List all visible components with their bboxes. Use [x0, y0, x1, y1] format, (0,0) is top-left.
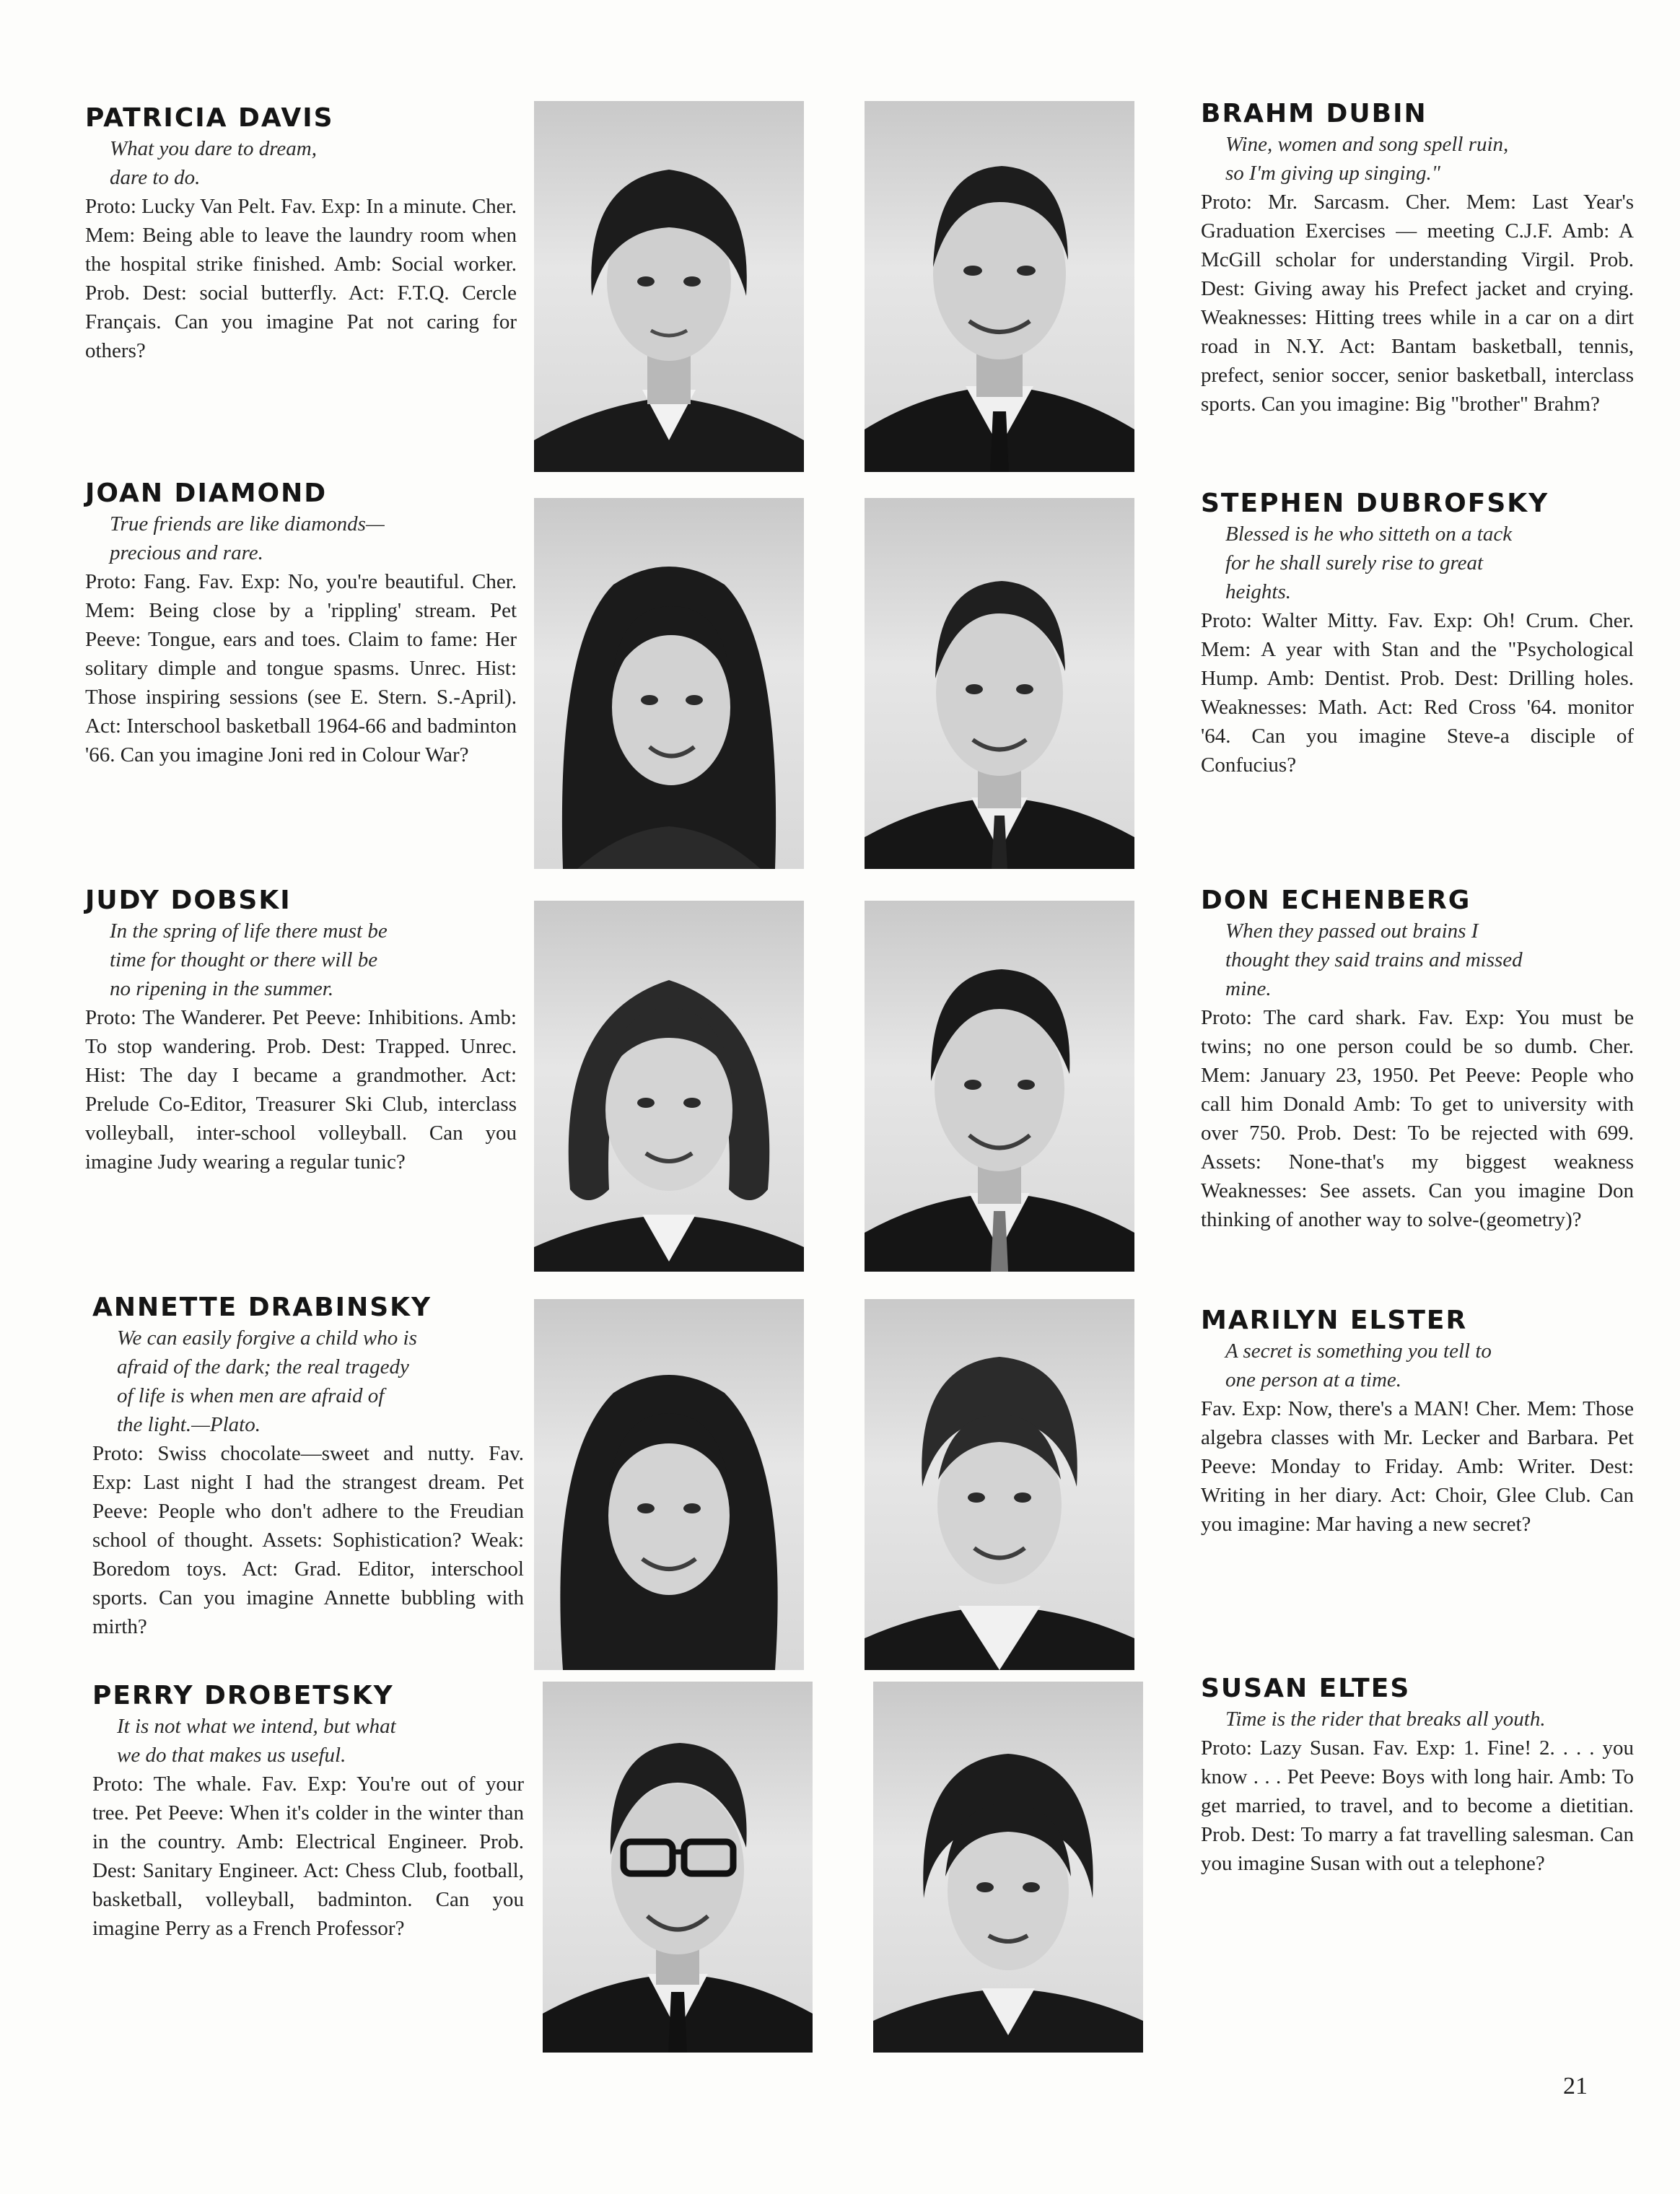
page-number: 21 [1563, 2073, 1588, 2099]
student-name: BRAHM DUBIN [1201, 99, 1427, 128]
entry-brahm-dubin [1201, 98, 1634, 419]
entry-annette-drabinsky [92, 1292, 524, 1641]
student-bio: Proto: The Wanderer. Pet Peeve: Inhibitions. Amb: To stop wandering. Prob. Dest: Trapped. Unrec. Hist: The day I became a grandmother. Act: Prelude Co-Editor, Treasurer Ski Club, interclass volleyball, inter-school volleyball. Can you imagine Judy wearing a regular tunic? [85, 1006, 517, 1174]
student-bio: Proto: Mr. Sarcasm. Cher. Mem: Last Year's Graduation Exercises — meeting C.J.F. Amb: A McGill scholar for understanding Virgil. Prob. Dest: Giving away his Prefect jacket and crying. Weaknesses: Hitting trees while in a car on a dirt road in N.Y. Act: Bantam basketball, tennis, prefect, senior soccer, senior basketball, interclass sports. Can you imagine: Big "brother" Brahm? [1201, 191, 1634, 416]
entry-don-echenberg [1201, 885, 1634, 1234]
student-quote: A secret is something you tell to one person at a time. [1225, 1339, 1492, 1391]
student-name: MARILYN ELSTER [1201, 1306, 1468, 1335]
student-name: DON ECHENBERG [1201, 886, 1471, 915]
entry-patricia-davis [85, 102, 517, 365]
portrait-photo-marilyn-elster [865, 1299, 1134, 1670]
portrait-photo-brahm-dubin [865, 101, 1134, 472]
student-name: JOAN DIAMOND [85, 478, 328, 508]
entry-susan-eltes [1201, 1673, 1634, 1878]
student-quote: Blessed is he who sitteth on a tack for he shall surely rise to great heights. [1225, 523, 1513, 603]
student-quote: It is not what we intend, but what we do that makes us useful. [117, 1715, 396, 1767]
entry-joan-diamond [85, 478, 517, 769]
student-quote: True friends are like diamonds— precious and rare. [110, 512, 385, 564]
student-name: SUSAN ELTES [1201, 1674, 1411, 1703]
student-quote: We can easily forgive a child who is afraid of the dark; the real tragedy of life is when men are afraid of the light.—Plato. [117, 1327, 417, 1436]
portrait-photo-don-echenberg [865, 901, 1134, 1272]
portrait-photo-joan-diamond [534, 498, 804, 869]
portrait-photo-patricia-davis [534, 101, 804, 472]
student-quote: When they passed out brains I thought they said trains and missed mine. [1225, 919, 1523, 1000]
student-name: PERRY DROBETSKY [92, 1681, 394, 1710]
student-bio: Proto: Fang. Fav. Exp: No, you're beautiful. Cher. Mem: Being close by a 'rippling' stream. Pet Peeve: Tongue, ears and toes. Claim to fame: Her solitary dimple and tongue spasms. Unrec. Hist: Those inspiring sessions (see E. Stern. S.-April). Act: Interschool basketball 1964-66 and badminton '66. Can you imagine Joni red in Colour War? [85, 570, 517, 766]
student-name: PATRICIA DAVIS [85, 103, 334, 133]
student-name: ANNETTE DRABINSKY [92, 1293, 432, 1322]
student-name: STEPHEN DUBROFSKY [1201, 489, 1549, 518]
entry-perry-drobetsky [92, 1680, 524, 1943]
student-bio: Proto: Swiss chocolate—sweet and nutty. Fav. Exp: Last night I had the strangest dream. Pet Peeve: People who don't adhere to the Freudian school of thought. Assets: Sophistication? Weak: Boredom toys. Act: Grad. Editor, interschool sports. Can you imagine Annette bubbling with mirth? [92, 1442, 524, 1638]
student-quote: In the spring of life there must be time for thought or there will be no ripening in the summer. [110, 919, 388, 1000]
entry-judy-dobski [85, 885, 517, 1176]
portrait-photo-perry-drobetsky [543, 1682, 813, 2053]
portrait-photo-annette-drabinsky [534, 1299, 804, 1670]
student-quote: Time is the rider that breaks all youth. [1225, 1708, 1546, 1731]
portrait-photo-judy-dobski [534, 901, 804, 1272]
student-bio: Proto: Lucky Van Pelt. Fav. Exp: In a minute. Cher. Mem: Being able to leave the laundry room when the hospital strike finished. Amb: Social worker. Prob. Dest: social butterfly. Act: F.T.Q. Cercle Français. Can you imagine Pat not caring for others? [85, 195, 517, 362]
student-quote: What you dare to dream, dare to do. [110, 137, 317, 189]
student-quote: Wine, women and song spell ruin, so I'm giving up singing." [1225, 133, 1509, 185]
entry-stephen-dubrofsky [1201, 488, 1634, 779]
entry-marilyn-elster [1201, 1305, 1634, 1539]
student-bio: Proto: Walter Mitty. Fav. Exp: Oh! Crum. Cher. Mem: A year with Stan and the "Psychological Hump. Amb: Dentist. Prob. Dest: Drilling holes. Weaknesses: Math. Act: Red Cross '64. monitor '64. Can you imagine Steve-a disciple of Confucius? [1201, 609, 1634, 777]
student-bio: Proto: The card shark. Fav. Exp: You must be twins; no one person could be so dumb. Cher. Mem: January 23, 1950. Pet Peeve: People who call him Donald Amb: To get to university with over 750. Prob. Dest: To be rejected with 699. Assets: None-that's my biggest weakness Weaknesses: See assets. Can you imagine Don thinking of another way to solve-(geometry)? [1201, 1006, 1634, 1231]
student-bio: Proto: Lazy Susan. Fav. Exp: 1. Fine! 2. . . . you know . . . Pet Peeve: Boys with long hair. Amb: To get married, to travel, and to become a dietitian. Prob. Dest: To marry a fat travelling salesman. Can you imagine Susan with out a telephone? [1201, 1736, 1634, 1875]
student-bio: Fav. Exp: Now, there's a MAN! Cher. Mem: Those algebra classes with Mr. Lecker and Barbara. Pet Peeve: Monday to Friday. Amb: Writer. Dest: Writing in her diary. Act: Choir, Glee Club. Can you imagine: Mar having a new secret? [1201, 1397, 1634, 1536]
portrait-photo-susan-eltes [873, 1682, 1143, 2053]
student-bio: Proto: The whale. Fav. Exp: You're out of your tree. Pet Peeve: When it's colder in the winter than in the country. Amb: Electrical Engineer. Prob. Dest: Sanitary Engineer. Act: Chess Club, football, basketball, volleyball, badminton. Can you imagine Perry as a French Professor? [92, 1773, 524, 1940]
student-name: JUDY DOBSKI [85, 886, 292, 915]
portrait-photo-stephen-dubrofsky [865, 498, 1134, 869]
